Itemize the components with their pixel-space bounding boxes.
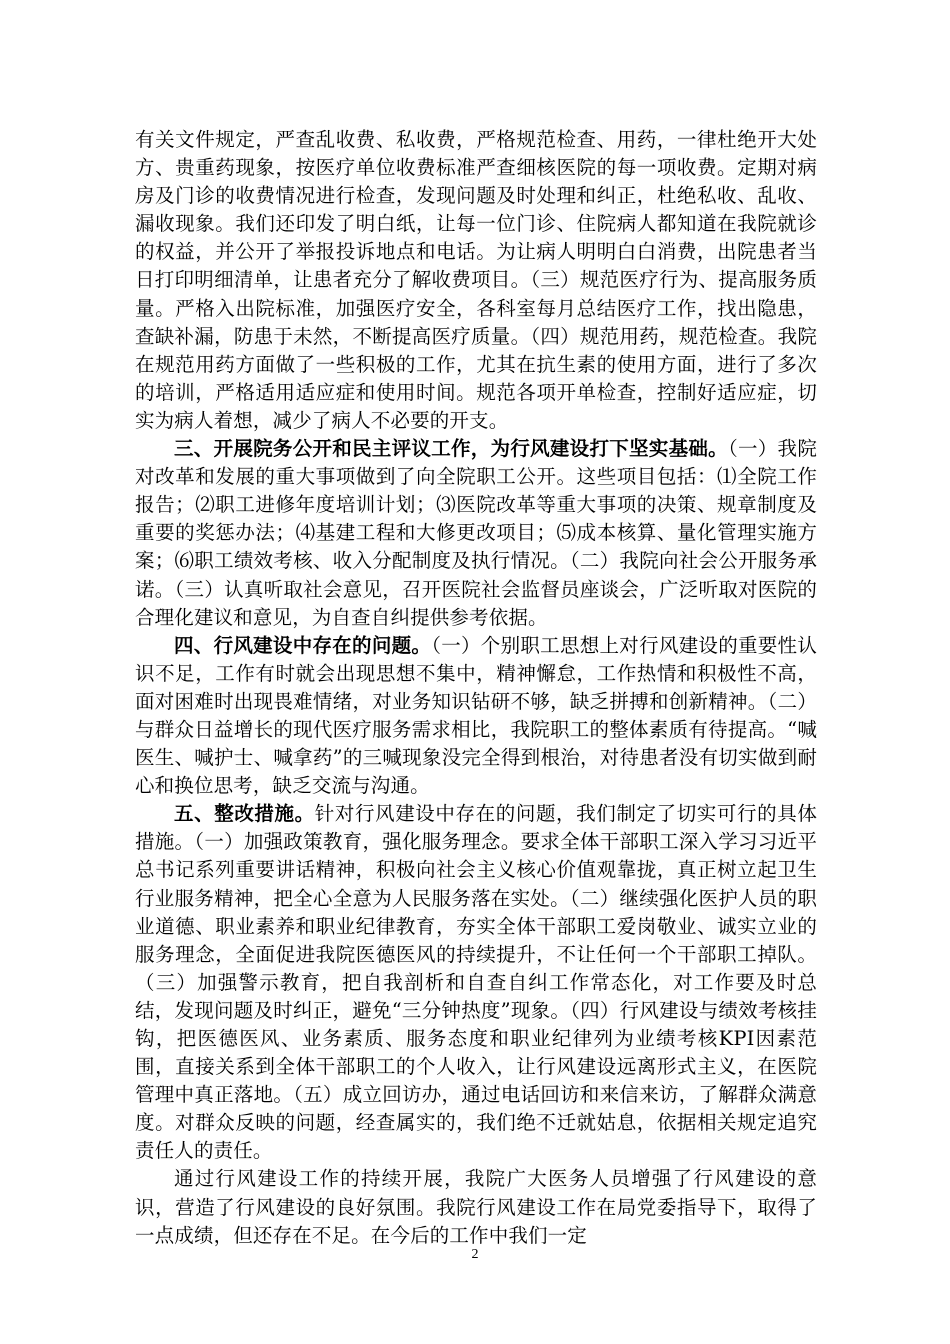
paragraph-rectification-measures <box>135 800 817 1165</box>
paragraph-conclusion <box>135 1165 817 1249</box>
paragraph-body: 通过行风建设工作的持续开展，我院广大医务人员增强了行风建设的意识，营造了行风建设的良好氛围。我院行风建设工作在局党委指导下，取得了一点成绩，但还存在不足。在今后的工作中我们一定 <box>135 1167 817 1247</box>
paragraph-existing-problems <box>135 632 817 801</box>
page-number: 2 <box>471 1247 479 1262</box>
section-heading-3: 三、开展院务公开和民主评议工作，为行风建设打下坚实基础。 <box>174 437 728 461</box>
paragraph-body: 针对行风建设中存在的问题，我们制定了切实可行的具体措施。（一）加强政策教育，强化服务理念。要求全体干部职工深入学习习近平总书记系列重要讲话精神，积极向社会主义核心价值观靠拢，真正树立起卫生行业服务精神，把全心全意为人民服务落在实处。（二）继续强化医护人员的职业道德、职业素养和职业纪律教育，夯实全体干部职工爱岗敬业、诚实立业的服务理念，全面促进我院医德医风的持续提升，不让任何一个干部职工掉队。（三）加强警示教育，把自我剖析和自查自纠工作常态化，对工作要及时总结，发现问题及时纠正，避免“三分钟热度”现象。（四）行风建设与绩效考核挂钩，把医德医风、业务素质、服务态度和职业纪律列为业绩考核KPI因素范围，直接关系到全体干部职工的个人收入，让行风建设远离形式主义，在医院管理中真正落地。（五）成立回访办，通过电话回访和来信来访，了解群众满意度。对群众反映的问题，经查属实的，我们绝不迁就姑息，依据相关规定追究责任人的责任。 <box>135 802 817 1163</box>
paragraph-body: 有关文件规定，严查乱收费、私收费，严格规范检查、用药，一律杜绝开大处方、贵重药现象，按医疗单位收费标准严查细核医院的每一项收费。定期对病房及门诊的收费情况进行检查，发现问题及时处理和纠正，杜绝私收、乱收、漏收现象。我们还印发了明白纸，让每一位门诊、住院病人都知道在我院就诊的权益，并公开了举报投诉地点和电话。为让病人明明白白消费，出院患者当日打印明细清单，让患者充分了解收费项目。（三）规范医疗行为、提高服务质量。严格入出院标准，加强医疗安全，各科室每月总结医疗工作，找出隐患，查缺补漏，防患于未然，不断提高医疗质量。（四）规范用药，规范检查。我院在规范用药方面做了一些积极的工作，尤其在抗生素的使用方面，进行了多次的培训，严格适用适应症和使用时间。规范各项开单检查，控制好适应症，切实为病人着想，减少了病人不必要的开支。 <box>135 128 817 432</box>
paragraph-fee-regulation <box>135 126 817 435</box>
paragraph-body: （一）个别职工思想上对行风建设的重要性认识不足，工作有时就会出现思想不集中，精神懈怠，工作热情和积极性不高，面对困难时出现畏难情绪，对业务知识钻研不够，缺乏拼搏和创新精神。（二）与群众日益增长的现代医疗服务需求相比，我院职工的整体素质有待提高。“喊医生、喊护士、喊拿药”的三喊现象没完全得到根治，对待患者没有切实做到耐心和换位思考，缺乏交流与沟通。 <box>135 633 817 798</box>
paragraph-body: （一）我院对改革和发展的重大事项做到了向全院职工公开。这些项目包括：⑴全院工作报告；⑵职工进修年度培训计划；⑶医院改革等重大事项的决策、规章制度及重要的奖惩办法；⑷基建工程和大修更改项目；⑸成本核算、量化管理实施方案；⑹职工绩效考核、收入分配制度及执行情况。（二）我院向社会公开服务承诺。（三）认真听取社会意见，召开医院社会监督员座谈会，广泛听取对医院的合理化建议和意见，为自查自纠提供参考依据。 <box>135 437 817 629</box>
document-page <box>135 126 817 1250</box>
section-heading-5: 五、整改措施。 <box>174 802 315 826</box>
section-heading-4: 四、行风建设中存在的问题。 <box>174 633 432 657</box>
paragraph-affairs-disclosure <box>135 435 817 632</box>
